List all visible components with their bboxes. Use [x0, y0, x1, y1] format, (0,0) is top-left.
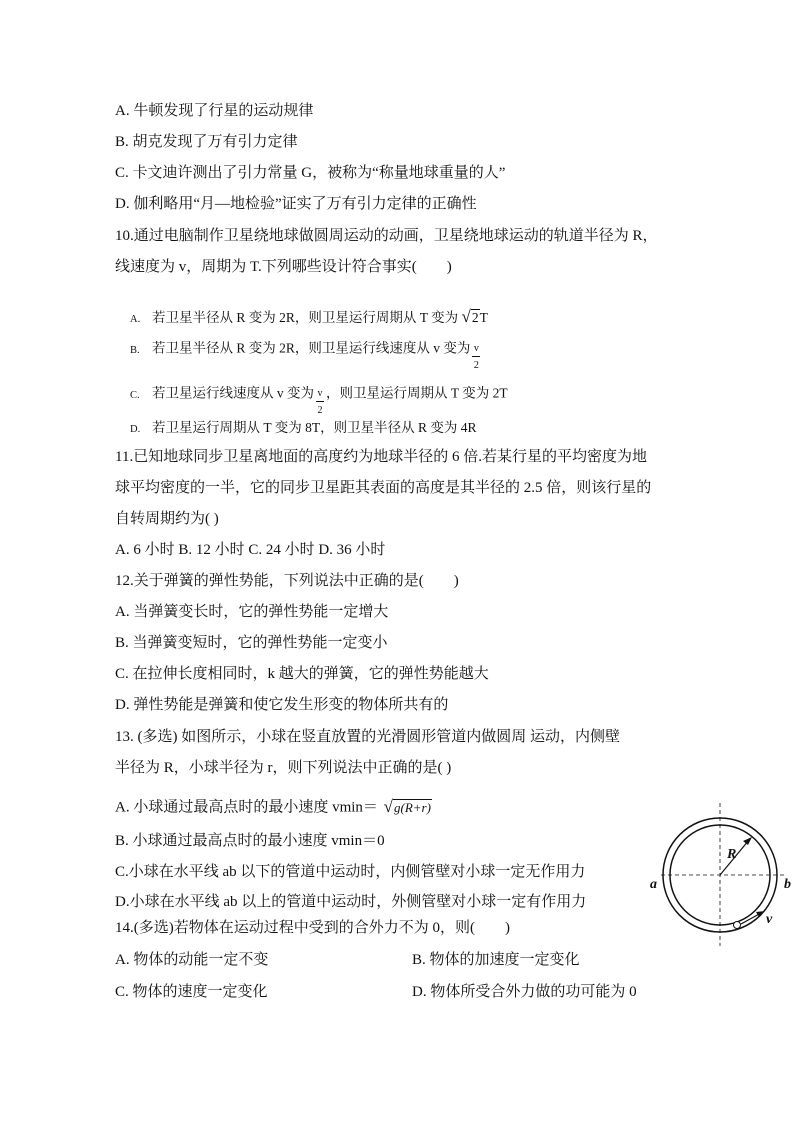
- q13-stem-line2: 半径为 R，小球半径为 r，则下列说法中正确的是( ): [115, 760, 452, 776]
- q10-option-c: [130, 381, 508, 416]
- q12-option-a: A. 当弹簧变长时，它的弹性势能一定增大: [115, 604, 389, 620]
- q11-stem-line3: 自转周期约为( ): [115, 511, 219, 527]
- q10-option-b: [130, 336, 482, 371]
- q10-option-a-text: 若卫星半径从 R 变为 2R，则卫星运行周期从 T 变为: [152, 310, 462, 325]
- q12-stem: 12.关于弹簧的弹性势能，下列说法中正确的是( ): [115, 573, 459, 589]
- circular-tube-figure: [645, 800, 793, 950]
- q11-options: A. 6 小时 B. 12 小时 C. 24 小时 D. 36 小时: [115, 542, 386, 558]
- q12-option-d: D. 弹性势能是弹簧和使它发生形变的物体所共有的: [115, 697, 449, 713]
- q14-option-d: D. 物体所受合外力做的功可能为 0: [412, 984, 637, 1000]
- q10-option-d: [130, 418, 477, 440]
- q13-option-a-radicand: g(R+r): [394, 800, 431, 815]
- q13-option-c: C.小球在水平线 ab 以下的管道中运动时，内侧管壁对小球一定无作用力: [115, 864, 586, 880]
- q12-option-b: B. 当弹簧变短时，它的弹性势能一定变小: [115, 635, 388, 651]
- q13-option-a: [115, 795, 436, 815]
- q12-option-c: C. 在拉伸长度相同时，k 越大的弹簧，它的弹性势能越大: [115, 666, 489, 682]
- q14-stem: 14.(多选)若物体在运动过程中受到的合外力不为 0，则( ): [115, 920, 510, 936]
- q13-option-a-radical: √: [383, 797, 394, 816]
- point-b-label: b: [784, 877, 791, 892]
- fraction-bar: [316, 401, 324, 402]
- q9-option-b: B. 胡克发现了万有引力定律: [115, 134, 298, 150]
- q10-option-d-label: D.: [130, 424, 141, 435]
- q13-option-d: D.小球在水平线 ab 以上的管道中运动时，外侧管壁对小球一定有作用力: [115, 894, 587, 910]
- fraction-bar: [472, 356, 480, 357]
- velocity-label: v: [766, 912, 773, 927]
- q14-option-c: C. 物体的速度一定变化: [115, 984, 268, 1000]
- q9-option-a: A. 牛顿发现了行星的运动规律: [115, 103, 314, 119]
- small-ball: [734, 922, 741, 929]
- q10-option-b-text: 若卫星半径从 R 变为 2R，则卫星运行线速度从 v 变为: [152, 340, 471, 356]
- q14-option-a: A. 物体的动能一定不变: [115, 952, 269, 968]
- q13-option-a-text: A. 小球通过最高点时的最小速度 vmin＝: [115, 799, 382, 816]
- q11-stem-line2: 球平均密度的一半，它的同步卫星距其表面的高度是其半径的 2.5 倍，则该行星的: [115, 480, 652, 496]
- q10-option-c-tail: ，则卫星运行周期从 T 变为 2T: [326, 385, 508, 401]
- q10-stem-line1: 10.通过电脑制作卫星绕地球做圆周运动的动画，卫星绕地球运动的轨道半径为 R，: [115, 228, 658, 244]
- q11-stem-line1: 11.已知地球同步卫星离地面的高度约为地球半径的 6 倍.若某行星的平均密度为地: [115, 449, 647, 465]
- fraction-numerator: v: [317, 388, 323, 399]
- q10-option-a-radicand: 2: [471, 310, 479, 325]
- q10-stem-line2: 线速度为 v，周期为 T.下列哪些设计符合事实( ): [115, 259, 452, 275]
- q10-option-a-tail: T: [479, 310, 488, 325]
- q10-option-c-label: C.: [130, 389, 140, 401]
- q10-option-b-fraction: [472, 344, 480, 371]
- q10-option-c-fraction: [316, 389, 324, 416]
- radius-arrowhead: [743, 837, 752, 845]
- q14-option-b: B. 物体的加速度一定变化: [412, 952, 580, 968]
- q10-option-a-label: A.: [130, 314, 141, 325]
- q10-option-a-radical: √: [461, 307, 471, 326]
- fraction-denominator: 2: [317, 405, 323, 416]
- q10-option-d-text: 若卫星运行周期从 T 变为 8T，则卫星半径从 R 变为 4R: [152, 420, 477, 435]
- q10-option-c-text: 若卫星运行线速度从 v 变为: [152, 385, 314, 401]
- fraction-denominator: 2: [473, 360, 479, 371]
- fraction-numerator: v: [473, 343, 479, 354]
- q9-option-d: D. 伽利略用“月—地检验”证实了万有引力定律的正确性: [115, 196, 477, 212]
- q10-option-a: [130, 307, 488, 330]
- q13-stem-line1: 13. (多选) 如图所示，小球在竖直放置的光滑圆形管道内做圆周 运动，内侧壁: [115, 729, 620, 745]
- point-a-label: a: [650, 877, 657, 892]
- q13-option-a-root: [382, 795, 436, 821]
- q10-option-b-label: B.: [130, 344, 140, 356]
- q9-option-c: C. 卡文迪许测出了引力常量 G，被称为“称量地球重量的人”: [115, 165, 506, 181]
- q13-option-b: B. 小球通过最高点时的最小速度 vmin＝0: [115, 833, 385, 849]
- radius-label: R: [727, 847, 737, 862]
